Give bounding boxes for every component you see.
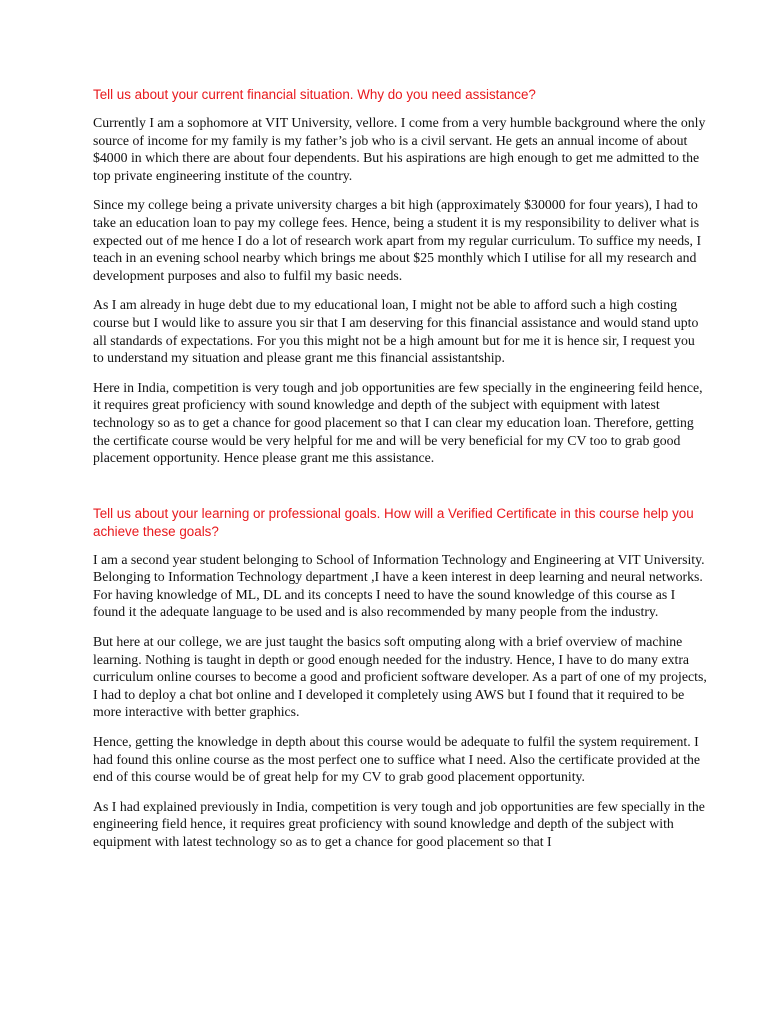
question-heading: Tell us about your learning or professional goals. How will a Verified Certificate in this course help you achieve these goals? xyxy=(93,505,694,539)
section-financial-situation xyxy=(93,86,708,467)
paragraph: Currently I am a sophomore at VIT University, vellore. I come from a very humble background where the only source of income for my family is my father’s job who is a civil servant. He gets an annual income of about $4000 in which there are about four dependents. But his aspirations are high enough to get me admitted to the top private engineering institute of the country. xyxy=(93,115,706,183)
paragraph: But here at our college, we are just taught the basics soft omputing along with a brief overview of machine learning. Nothing is taught in depth or good enough needed for the industry. Hence, I have to do many extra curriculum online courses to become a good and proficient software developer. As a part of one of my projects, I had to deploy a chat bot online and I developed it completely using AWS but I found that it required to be more interactive with better graphics. xyxy=(93,634,707,720)
section-learning-goals xyxy=(93,505,708,851)
question-heading: Tell us about your current financial situation. Why do you need assistance? xyxy=(93,87,536,102)
section-spacer xyxy=(93,479,708,505)
paragraph: I am a second year student belonging to School of Information Technology and Engineering at VIT University. Belonging to Information Technology department ,I have a keen interest in deep learning and neural networks. For having knowledge of ML, DL and its concepts I need to have the sound knowledge of this course as I found it the adequate language to be used and is also recommended by many people from the industry. xyxy=(93,551,705,620)
paragraph: Here in India, competition is very tough and job opportunities are few specially in the engineering feild hence, it requires great proficiency with sound knowledge and depth of the subject with equipment with latest technology so as to get a chance for good placement so that I can clear my education loan. Therefore, getting the certificate course would be very helpful for me and will be very beneficial for my CV too to grab good placement opportunity. Hence please grant me this assistance. xyxy=(93,379,703,466)
paragraph: As I had explained previously in India, competition is very tough and job opportunities are few specially in the engineering field hence, it requires great proficiency with sound knowledge and depth of the subject with equipment with latest technology so as to get a chance for good placement so that I xyxy=(93,798,705,849)
paragraph: Hence, getting the knowledge in depth about this course would be adequate to fulfil the system requirement. I had found this online course as the most perfect one to suffice what I need. Also the certificate provided at the end of this course would be of great help for my CV to grab good placement opportunity. xyxy=(93,734,700,785)
paragraph: As I am already in huge debt due to my educational loan, I might not be able to afford such a high costing course but I would like to assure you sir that I am deserving for this financial assistance and would stand upto all standards of expectations. For you this might not be a high amount but for me it is hence sir, I request you to understand my situation and please grant me this financial assistantship. xyxy=(93,297,699,366)
paragraph: Since my college being a private university charges a bit high (approximately $30000 for four years), I had to take an education loan to pay my college fees. Hence, being a student it is my responsibility to deliver what is expected out of me hence I do a lot of research work apart from my regular curriculum. To suffice my needs, I teach in an evening school nearby which brings me about $25 monthly which I utilise for all my research and development purposes and also to fulfil my basic needs. xyxy=(93,197,702,283)
document-body xyxy=(93,86,708,863)
